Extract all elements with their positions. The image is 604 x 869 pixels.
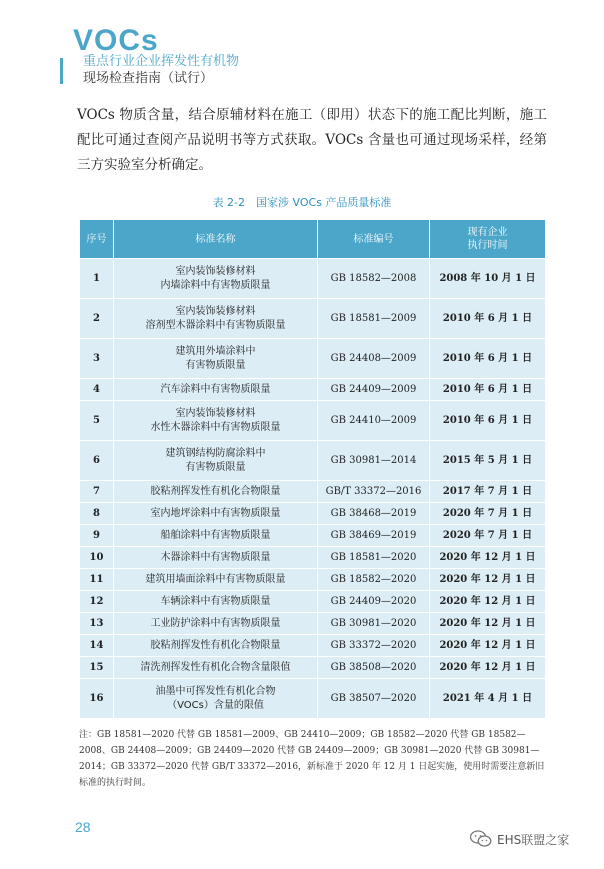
cell-name xyxy=(114,441,318,481)
cell-name-line1: 汽车涂料中有害物质限量 xyxy=(160,383,271,395)
cell-date: 2008 年 10 月 1 日 xyxy=(430,259,546,299)
cell-seq: 2 xyxy=(80,299,114,339)
cell-name-line1: 室内装饰装修材料 xyxy=(175,407,256,419)
table-row xyxy=(80,591,546,613)
cell-name xyxy=(114,569,318,591)
cell-name-line2: 有害物质限量 xyxy=(185,359,246,371)
table-row xyxy=(80,379,546,401)
cell-code: GB 38469—2019 xyxy=(318,525,430,547)
cell-name-line1: 木器涂料中有害物质限量 xyxy=(160,551,271,563)
cell-seq: 5 xyxy=(80,401,114,441)
cell-date: 2020 年 12 月 1 日 xyxy=(430,569,546,591)
cell-name xyxy=(114,547,318,569)
header-accent-bar xyxy=(60,58,63,84)
table-row xyxy=(80,569,546,591)
cell-code: GB 24410—2009 xyxy=(318,401,430,441)
cell-name-line2: 内墙涂料中有害物质限量 xyxy=(160,279,271,291)
table-row xyxy=(80,613,546,635)
table-row xyxy=(80,299,546,339)
header-subtitle-line2: 现场检查指南（试行） xyxy=(83,71,214,86)
cell-code: GB 30981—2014 xyxy=(318,441,430,481)
cell-name-line2: 溶剂型木器涂料中有害物质限量 xyxy=(145,319,286,331)
cell-name-line2: 水性木器涂料中有害物质限量 xyxy=(150,421,281,433)
table-row xyxy=(80,525,546,547)
watermark xyxy=(470,830,569,848)
cell-code: GB 38468—2019 xyxy=(318,503,430,525)
table-row xyxy=(80,547,546,569)
cell-name-line1: 室内装饰装修材料 xyxy=(175,265,256,277)
header-subtitle-line1: 重点行业企业挥发性有机物 xyxy=(83,54,240,69)
cell-name xyxy=(114,481,318,503)
cell-name-line1: 船舶涂料中有害物质限量 xyxy=(160,529,271,541)
standards-table xyxy=(79,219,546,719)
cell-name xyxy=(114,379,318,401)
cell-code: GB 18581—2009 xyxy=(318,299,430,339)
header-date-line1: 现有企业 xyxy=(467,227,508,238)
cell-name-line1: 油墨中可挥发性有机化合物 xyxy=(155,685,276,697)
table-row xyxy=(80,401,546,441)
cell-code: GB 18581—2020 xyxy=(318,547,430,569)
cell-name-line1: 胶粘剂挥发性有机化合物限量 xyxy=(150,485,281,497)
header-title: VOCs xyxy=(73,24,159,57)
table-row xyxy=(80,481,546,503)
cell-seq: 3 xyxy=(80,339,114,379)
cell-name-line1: 建筑钢结构防腐涂料中 xyxy=(165,447,266,459)
cell-date: 2020 年 12 月 1 日 xyxy=(430,591,546,613)
body-paragraph: VOCs 物质含量，结合原辅材料在施工（即用）状态下的施工配比判断，施工配比可通过查阅产品说明书等方式获取。VOCs 含量也可通过现场采样，经第三方实验室分析确定。 xyxy=(77,107,547,173)
header-code: 标准编号 xyxy=(318,220,430,259)
cell-code: GB 24409—2009 xyxy=(318,379,430,401)
cell-date: 2010 年 6 月 1 日 xyxy=(430,401,546,441)
cell-seq: 7 xyxy=(80,481,114,503)
cell-date: 2017 年 7 月 1 日 xyxy=(430,481,546,503)
cell-name xyxy=(114,299,318,339)
cell-name xyxy=(114,503,318,525)
table-body xyxy=(80,259,546,719)
cell-seq: 11 xyxy=(80,569,114,591)
cell-seq: 16 xyxy=(80,679,114,719)
cell-date: 2020 年 12 月 1 日 xyxy=(430,657,546,679)
cell-name-line1: 清洗剂挥发性有机化合物含量限值 xyxy=(140,661,291,673)
cell-name-line1: 室内地坪涂料中有害物质限量 xyxy=(150,507,281,519)
header-date-line2: 执行时间 xyxy=(467,240,508,251)
table-row xyxy=(80,441,546,481)
header-name: 标准名称 xyxy=(114,220,318,259)
cell-code: GB 38508—2020 xyxy=(318,657,430,679)
cell-name-line2: 有害物质限量 xyxy=(185,461,246,473)
cell-seq: 14 xyxy=(80,635,114,657)
cell-name xyxy=(114,525,318,547)
cell-code: GB 18582—2008 xyxy=(318,259,430,299)
cell-code: GB 30981—2020 xyxy=(318,613,430,635)
table-note: 注：GB 18581—2020 代替 GB 18581—2009、GB 24410—2009；GB 18582—2020 代替 GB 18582—2008、GB 24408—2009；GB 24409—2020 代替 GB 24409—2009；GB 30981—2020 代替 GB 30981—2014；GB 33372—2020 代替 GB/T 33372—2016，新标准于 2020 年 12 月 1 日起实施，使用时需要注意新旧标准的执行时间。 xyxy=(79,730,545,788)
cell-name xyxy=(114,613,318,635)
cell-seq: 6 xyxy=(80,441,114,481)
cell-code: GB 33372—2020 xyxy=(318,635,430,657)
cell-date: 2020 年 12 月 1 日 xyxy=(430,547,546,569)
table-row xyxy=(80,259,546,299)
cell-date: 2010 年 6 月 1 日 xyxy=(430,339,546,379)
cell-seq: 15 xyxy=(80,657,114,679)
cell-name-line1: 车辆涂料中有害物质限量 xyxy=(160,595,271,607)
table-caption: 表 2-2 国家涉 VOCs 产品质量标准 xyxy=(212,196,392,209)
cell-name xyxy=(114,401,318,441)
table-row xyxy=(80,503,546,525)
watermark-text: EHS联盟之家 xyxy=(497,832,570,847)
cell-name-line1: 室内装饰装修材料 xyxy=(175,305,256,317)
cell-name xyxy=(114,635,318,657)
cell-seq: 10 xyxy=(80,547,114,569)
cell-name-line1: 胶粘剂挥发性有机化合物限量 xyxy=(150,639,281,651)
table-row xyxy=(80,657,546,679)
table-row xyxy=(80,635,546,657)
cell-date: 2020 年 7 月 1 日 xyxy=(430,503,546,525)
table-row xyxy=(80,679,546,719)
cell-name-line2: （VOCs）含量的限值 xyxy=(167,699,264,711)
cell-code: GB 24408—2009 xyxy=(318,339,430,379)
wechat-icon xyxy=(470,830,492,848)
cell-code: GB/T 33372—2016 xyxy=(318,481,430,503)
cell-date: 2010 年 6 月 1 日 xyxy=(430,379,546,401)
cell-code: GB 38507—2020 xyxy=(318,679,430,719)
cell-name xyxy=(114,259,318,299)
cell-code: GB 18582—2020 xyxy=(318,569,430,591)
cell-date: 2020 年 12 月 1 日 xyxy=(430,635,546,657)
cell-name xyxy=(114,339,318,379)
cell-code: GB 24409—2020 xyxy=(318,591,430,613)
cell-name-line1: 工业防护涂料中有害物质限量 xyxy=(150,617,281,629)
page-number: 28 xyxy=(75,819,91,835)
cell-date: 2020 年 12 月 1 日 xyxy=(430,613,546,635)
cell-seq: 9 xyxy=(80,525,114,547)
cell-seq: 13 xyxy=(80,613,114,635)
cell-name xyxy=(114,591,318,613)
cell-name xyxy=(114,679,318,719)
cell-name xyxy=(114,657,318,679)
cell-seq: 4 xyxy=(80,379,114,401)
table-row xyxy=(80,339,546,379)
table-header-row xyxy=(80,220,546,259)
cell-seq: 8 xyxy=(80,503,114,525)
header-date xyxy=(430,220,546,259)
cell-seq: 1 xyxy=(80,259,114,299)
cell-name-line1: 建筑用墙面涂料中有害物质限量 xyxy=(145,573,286,585)
header-seq: 序号 xyxy=(80,220,114,259)
cell-date: 2021 年 4 月 1 日 xyxy=(430,679,546,719)
cell-seq: 12 xyxy=(80,591,114,613)
cell-name-line1: 建筑用外墙涂料中 xyxy=(175,345,256,357)
cell-date: 2010 年 6 月 1 日 xyxy=(430,299,546,339)
cell-date: 2020 年 7 月 1 日 xyxy=(430,525,546,547)
cell-date: 2015 年 5 月 1 日 xyxy=(430,441,546,481)
